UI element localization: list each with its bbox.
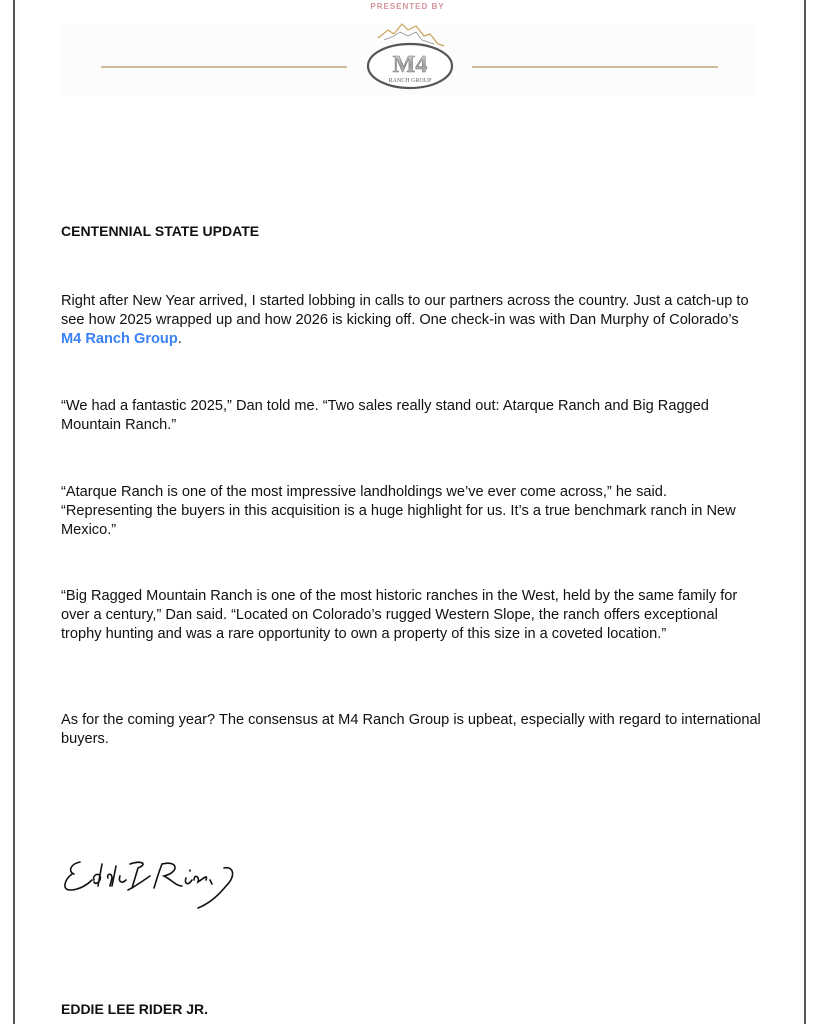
logo-ranch-group-text: RANCH GROUP (388, 78, 432, 84)
article-paragraph-4: “Big Ragged Mountain Ranch is one of the most historic ranches in the West, held by the same family for over a century,” Dan said. “Located on Colorado’s rugged Western Slope, the ranch offers exceptional trophy hunting and was a rare opportunity to own a property of this size in a coveted location.” (61, 588, 738, 642)
article-heading: CENTENNIAL STATE UPDATE (61, 223, 260, 239)
article-paragraph-5: As for the coming year? The consensus at M4 Ranch Group is upbeat, especially with regard to international buyers. (61, 712, 761, 747)
m4-ranch-group-link[interactable]: M4 Ranch Group (61, 331, 178, 347)
article-paragraph-3: “Atarque Ranch is one of the most impressive landholdings we’ve ever come across,” he said. “Representing the buyers in this acquisition is a huge highlight for us. It’s a true benchmark ranch in New Mexico.” (61, 484, 736, 538)
paragraph-1-tail: . (177, 331, 182, 347)
article-paragraph-1 (61, 292, 761, 349)
header-rule-right (472, 66, 718, 68)
article-paragraph-2: “We had a fantastic 2025,” Dan told me. “Two sales really stand out: Atarque Ranch and Big Ragged Mountain Ranch.” (61, 398, 709, 433)
signer-name: EDDIE LEE RIDER JR. (61, 1001, 209, 1017)
presented-by-label: PRESENTED BY (370, 2, 445, 11)
handwritten-signature-icon (58, 850, 238, 914)
header-rule-left (101, 66, 347, 68)
paragraph-1-text: Right after New Year arrived, I started lobbing in calls to our partners across the country. Just a catch-up to see how 2025 wrapped up and how 2026 is kicking off. One check-in was with Dan Murphy of Colorado’s (61, 293, 749, 328)
m4-ranch-group-logo-icon[interactable] (364, 16, 456, 92)
logo-m4-text: M4 (392, 52, 428, 78)
